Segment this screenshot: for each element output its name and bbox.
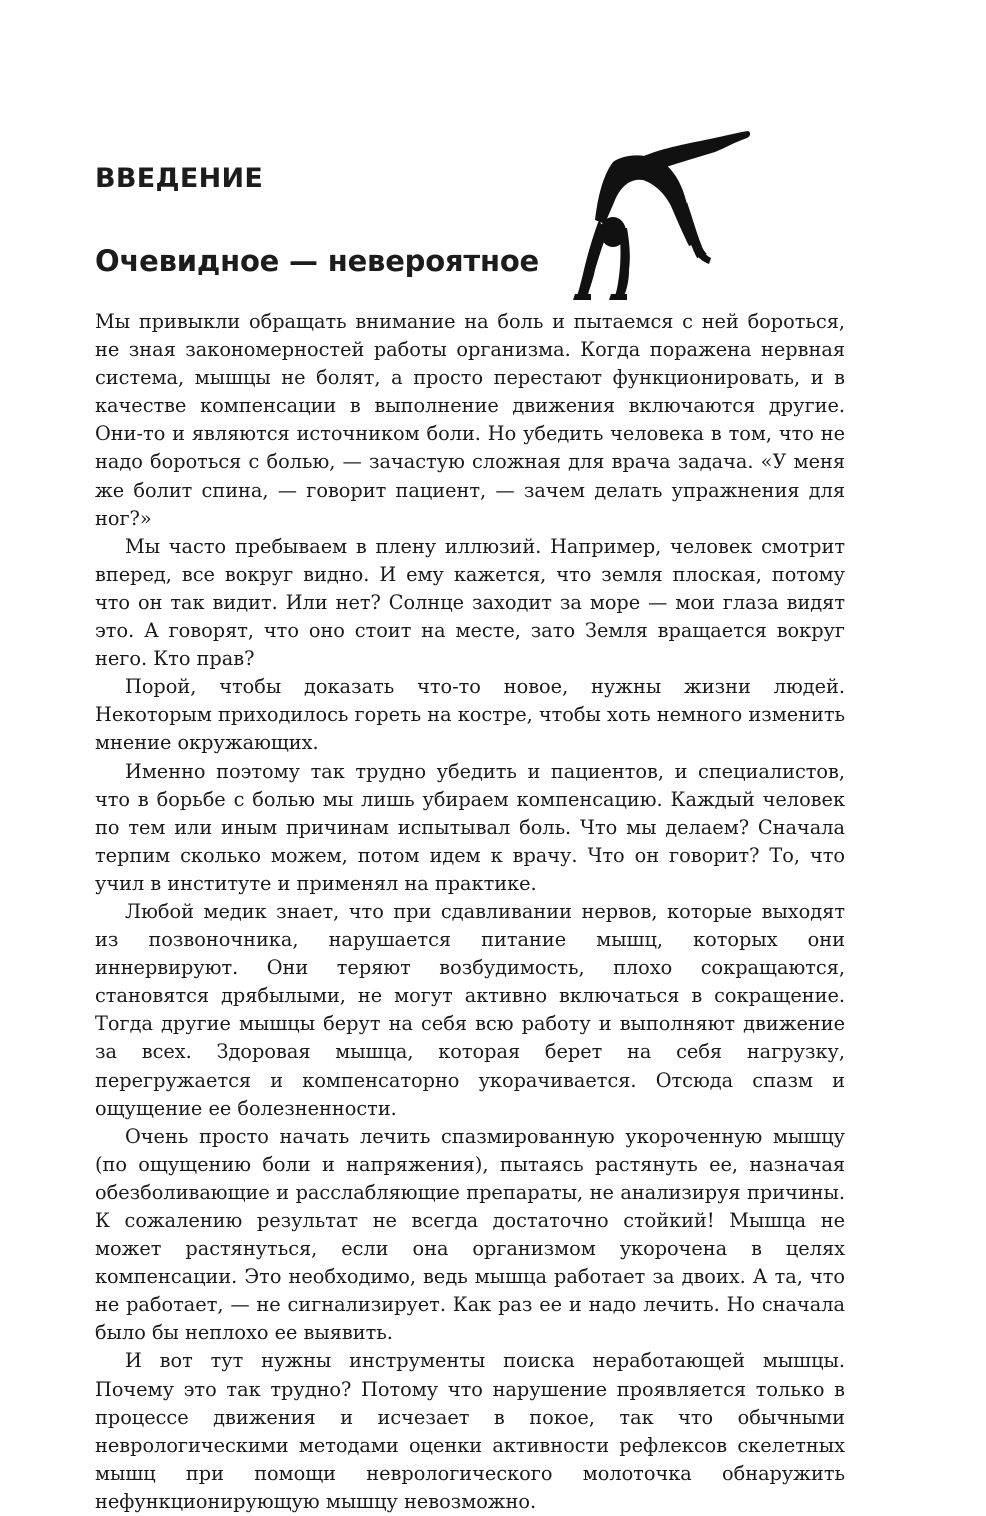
paragraph: Любой медик знает, что при сдавливании нервов, которые выходят из позвоночника, нарушается питание мышц, которых они иннервируют. Они теряют возбудимость, плохо сокращаются, становятся дрябылыми, не могут активно включаться в сокращение. Тогда другие мышцы берут на себя всю работу и выполняют движение за всех. Здоровая мышца, которая берет на себя нагрузку, перегружается и компенсаторно укорачивается. Отсюда спазм и ощущение ее болезненности. — [95, 899, 845, 1120]
gymnast-backbend-silhouette-icon — [565, 124, 755, 302]
chapter-title: ВВЕДЕНИЕ — [95, 163, 264, 194]
paragraph: Очень просто начать лечить спазмированную укороченную мышцу (по ощущению боли и напряжения), пытаясь растянуть ее, назначая обезболивающие и расслабляющие препараты, не анализируя причины. К сожалению результат не всегда достаточно стойкий! Мышца не может растянуться, если она организмом укорочена в целях компенсации. Это необходимо, ведь мышца работает за двоих. А та, что не работает, — не сигнализирует. Как раз ее и надо лечить. Но сначала было бы неплохо ее выявить. — [95, 1124, 845, 1345]
paragraph: И вот тут нужны инструменты поиска неработающей мышцы. Почему это так трудно? Потому что нарушение проявляется только в процессе движения и исчезает в покое, так что обычными неврологическими методами оценки активности рефлексов скелетных мышц при помощи неврологического молоточка обнаружить нефункционирующую мышцу невозможно. — [95, 1349, 845, 1513]
paragraph: Мы часто пребываем в плену иллюзий. Например, человек смотрит вперед, все вокруг видно. И ему кажется, что земля плоская, потому что он так видит. Или нет? Солнце заходит за море — мои глаза видят это. А говорят, что оно стоит на месте, зато Земля вращается вокруг него. Кто прав? — [95, 534, 845, 671]
paragraph: Мы привыкли обращать внимание на боль и пытаемся с ней бороться, не зная закономерностей работы организма. Когда поражена нервная система, мышцы не болят, а просто перестают функционировать, и в качестве компенсации в выполнение движения включаются другие. Они-то и являются источником боли. Но убедить человека в том, что не надо бороться с болью, — зачастую сложная для врача задача. «У меня же болит спина, — говорит пациент, — зачем делать упражнения для ног?» — [95, 310, 845, 530]
body-text — [95, 308, 845, 1516]
paragraph: Именно поэтому так трудно убедить и пациентов, и специалистов, что в борьбе с болью мы лишь убираем компенсацию. Каждый человек по тем или иным причинам испытывал боль. Что мы делаем? Сначала терпим сколько можем, потом идем к врачу. Что он говорит? То, что учил в институте и применял на практике. — [95, 759, 845, 895]
paragraph: Порой, чтобы доказать что-то новое, нужны жизни людей. Некоторым приходилось гореть на костре, чтобы хоть немного изменить мнение окружающих. — [95, 675, 845, 755]
section-title: Очевидное — невероятное — [95, 244, 540, 278]
gymnast-illustration — [565, 124, 755, 302]
